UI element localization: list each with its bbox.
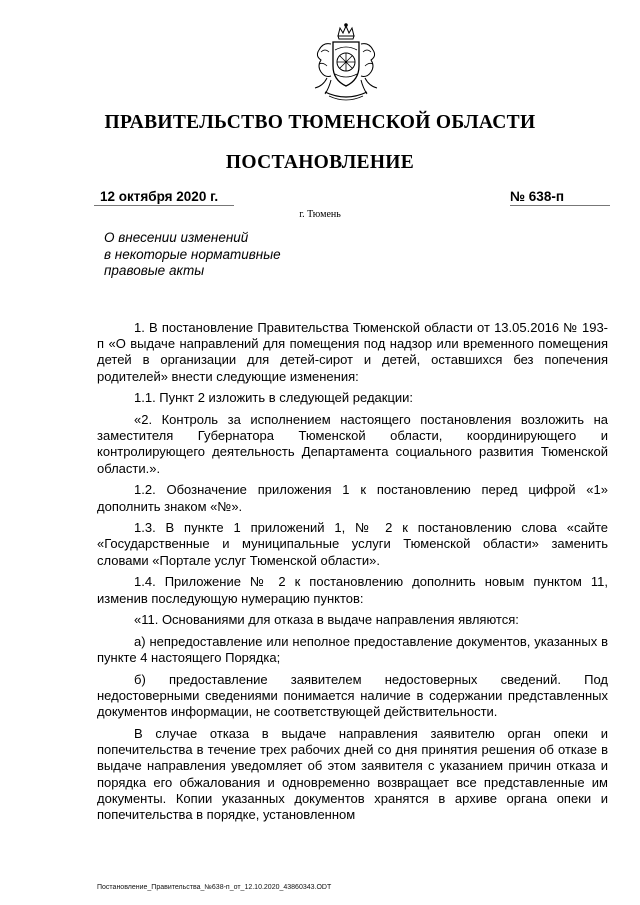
body-paragraph: «2. Контроль за исполнением настоящего постановления возложить на заместителя Губернатора Тюменской области, координирующего и контролирующего деятельность Департамента социального развития Тюменской области.».: [97, 412, 608, 476]
document-number: № 638-п: [510, 189, 610, 206]
subject-line: в некоторые нормативные: [104, 246, 281, 262]
document-city: г. Тюмень: [299, 209, 341, 220]
body-paragraph: б) предоставление заявителем недостоверных сведений. Под недостоверными сведениями понимается наличие в содержании представленных документов информации, не соответствующей действительности.: [97, 671, 608, 720]
body-paragraph: «11. Основаниями для отказа в выдаче направления являются:: [134, 612, 519, 628]
document-type: ПОСТАНОВЛЕНИЕ: [225, 152, 415, 173]
document-date: 12 октября 2020 г.: [94, 189, 234, 206]
coat-of-arms-icon: [305, 22, 387, 104]
body-paragraph: 1.2. Обозначение приложения 1 к постановлению перед цифрой «1» дополнить знаком «№».: [97, 482, 608, 514]
subject-line: О внесении изменений: [104, 230, 249, 245]
government-title: ПРАВИТЕЛЬСТВО ТЮМЕНСКОЙ ОБЛАСТИ: [104, 112, 536, 133]
document-subject: [104, 230, 324, 280]
footer-filename: Постановление_Правительства_№638-п_от_12.10.2020_43860343.ODT: [97, 884, 332, 891]
body-paragraph: 1.4. Приложение № 2 к постановлению дополнить новым пунктом 11, изменив последующую нумерацию пунктов:: [97, 574, 608, 606]
body-paragraph: В случае отказа в выдаче направления заявителю орган опеки и попечительства в течение трех рабочих дней со дня принятия решения об отказе в выдаче направления уведомляет об этом заявителя с указанием причин отказа и порядка его обжалования и одновременно возвращает все представленные им документы. Копии указанных документов хранятся в архиве органа опеки и попечительства в порядке, установленном: [97, 725, 608, 822]
subject-line: правовые акты: [104, 263, 205, 278]
body-paragraph: 1.1. Пункт 2 изложить в следующей редакции:: [134, 390, 414, 406]
body-paragraph: 1. В постановление Правительства Тюменской области от 13.05.2016 № 193-п «О выдаче направлений для помещения под надзор или временного помещения детей в организации для детей-сирот и детей, оставшихся без попечения родителей» внести следующие изменения:: [97, 320, 608, 384]
body-paragraph: 1.3. В пункте 1 приложений 1, № 2 к постановлению слова «сайте «Государственные и муниципальные услуги Тюменской области» заменить словами «Портале услуг Тюменской области».: [97, 520, 608, 568]
document-body: [97, 320, 608, 829]
body-paragraph: а) непредоставление или неполное предоставление документов, указанных в пункте 4 настоящего Порядка;: [97, 633, 608, 666]
